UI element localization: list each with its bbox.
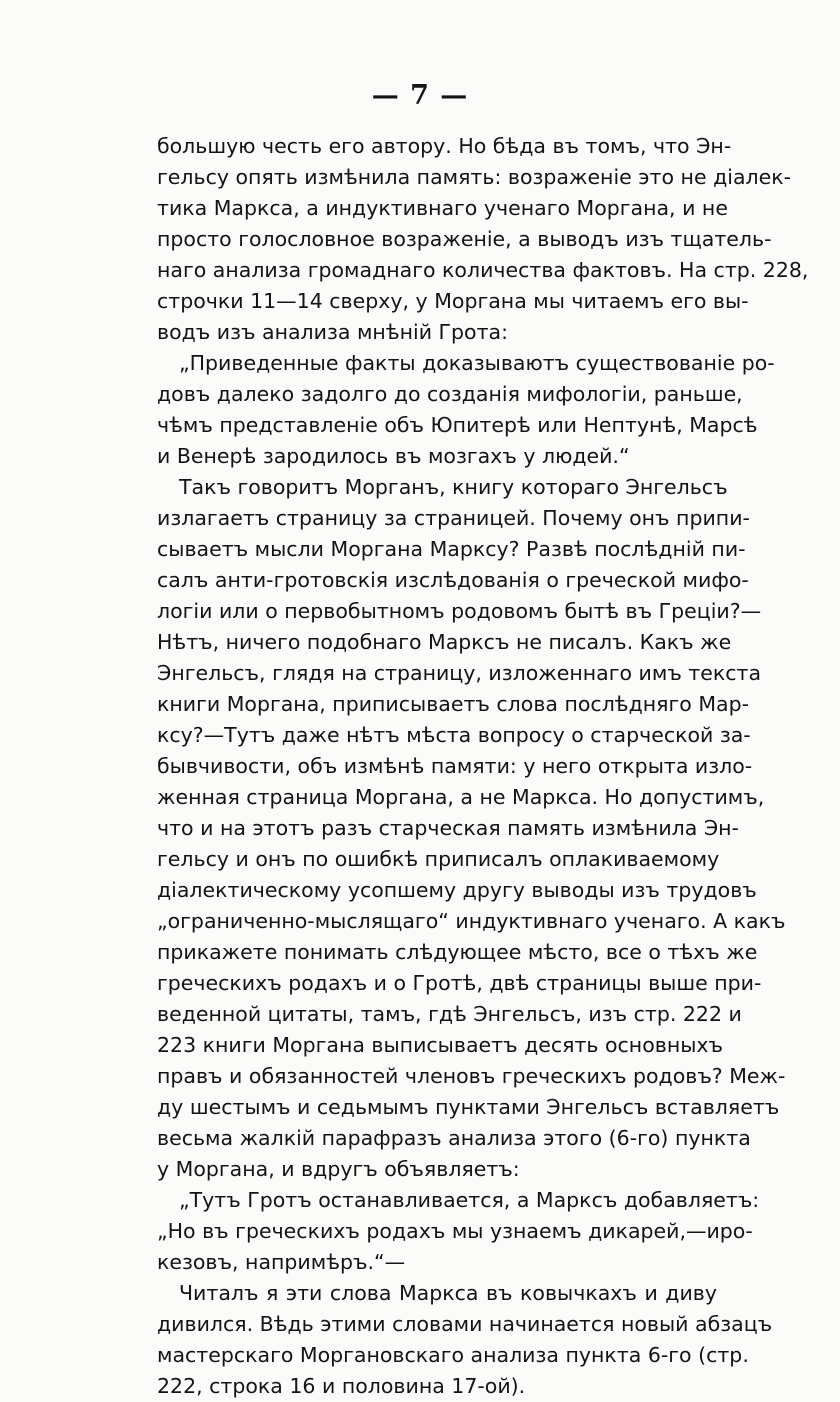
text-line: весьма жалкій парафразъ анализа этого (6-го) пункта — [157, 1126, 751, 1150]
text-line: большую честь его автору. Но бѣда въ томъ, что Эн- — [157, 134, 732, 158]
page-number: — 7 — — [371, 80, 469, 111]
text-line: излагаетъ страницу за страницей. Почему онъ припи- — [157, 506, 750, 530]
text-line: наго анализа громаднаго количества фактовъ. На стр. 228, — [157, 258, 809, 282]
text-line: дивился. Вѣдь этими словами начинается новый абзацъ — [157, 1312, 773, 1336]
text-line: довъ далеко задолго до созданія мифологіи, раньше, — [157, 382, 743, 406]
text-line: діалектическому усопшему другу выводы изъ трудовъ — [157, 878, 757, 902]
text-line: Такъ говоритъ Морганъ, книгу котораго Энгельсъ — [179, 475, 728, 499]
text-line: и Венерѣ зародилось въ мозгахъ у людей.“ — [157, 444, 630, 468]
text-line: чѣмъ представленіе объ Юпитерѣ или Нептунѣ, Марсѣ — [157, 413, 758, 437]
text-line: „Тутъ Гротъ останавливается, а Марксъ добавляетъ: — [179, 1188, 760, 1212]
text-line: „Приведенные факты доказываютъ существованіе ро- — [179, 351, 775, 375]
text-line: „ограниченно-мыслящаго“ индуктивнаго ученаго. А какъ — [157, 909, 786, 933]
text-line: водъ изъ анализа мнѣній Грота: — [157, 320, 509, 344]
text-line: кезовъ, напримѣръ.“— — [157, 1250, 406, 1274]
text-line: „Но въ греческихъ родахъ мы узнаемъ дикарей,—иро- — [157, 1219, 753, 1243]
text-line: что и на этотъ разъ старческая память измѣнила Эн- — [157, 816, 739, 840]
text-line: веденной цитаты, тамъ, гдѣ Энгельсъ, изъ стр. 222 и — [157, 1002, 742, 1026]
text-line: Энгельсъ, глядя на страницу, изложеннаго имъ текста — [157, 661, 762, 685]
text-line: ду шестымъ и седьмымъ пунктами Энгельсъ вставляетъ — [157, 1095, 780, 1119]
text-line: сываетъ мысли Моргана Марксу? Развѣ послѣдній пи- — [157, 537, 746, 561]
page-body-text — [157, 131, 809, 1402]
text-line: у Моргана, и вдругъ объявляетъ: — [157, 1157, 520, 1181]
text-line: Нѣтъ, ничего подобнаго Марксъ не писалъ. Какъ же — [157, 630, 732, 654]
text-line: ксу?—Тутъ даже нѣтъ мѣста вопросу о старческой за- — [157, 723, 751, 747]
text-line: строчки 11—14 сверху, у Моргана мы читаемъ его вы- — [157, 289, 749, 313]
text-line: гельсу опять измѣнила память: возраженіе это не діалек- — [157, 165, 791, 189]
text-line: просто голословное возраженіе, а выводъ изъ тщатель- — [157, 227, 772, 251]
text-line: салъ анти-гротовскія изслѣдованія о греческой мифо- — [157, 568, 749, 592]
text-line: 222, строка 16 и половина 17-ой). — [157, 1374, 526, 1398]
text-line: тика Маркса, а индуктивнаго ученаго Моргана, и не — [157, 196, 728, 220]
text-line: гельсу и онъ по ошибкѣ приписалъ оплакиваемому — [157, 847, 720, 871]
text-line: греческихъ родахъ и о Гротѣ, двѣ страницы выше при- — [157, 971, 762, 995]
text-line: 223 книги Моргана выписываетъ десять основныхъ — [157, 1033, 724, 1057]
text-line: книги Моргана, приписываетъ слова послѣдняго Мар- — [157, 692, 749, 716]
text-line: логіи или о первобытномъ родовомъ бытѣ въ Греціи?— — [157, 599, 762, 623]
text-line: бывчивости, объ измѣнѣ памяти: у него открыта изло- — [157, 754, 753, 778]
text-line: прикажете понимать слѣдующее мѣсто, все о тѣхъ же — [157, 940, 758, 964]
text-line: мастерскаго Моргановскаго анализа пункта 6-го (стр. — [157, 1343, 749, 1367]
text-line: Читалъ я эти слова Маркса въ ковычкахъ и диву — [179, 1281, 717, 1305]
text-line: женная страница Моргана, а не Маркса. Но допустимъ, — [157, 785, 765, 809]
text-line: правъ и обязанностей членовъ греческихъ родовъ? Меж- — [157, 1064, 786, 1088]
